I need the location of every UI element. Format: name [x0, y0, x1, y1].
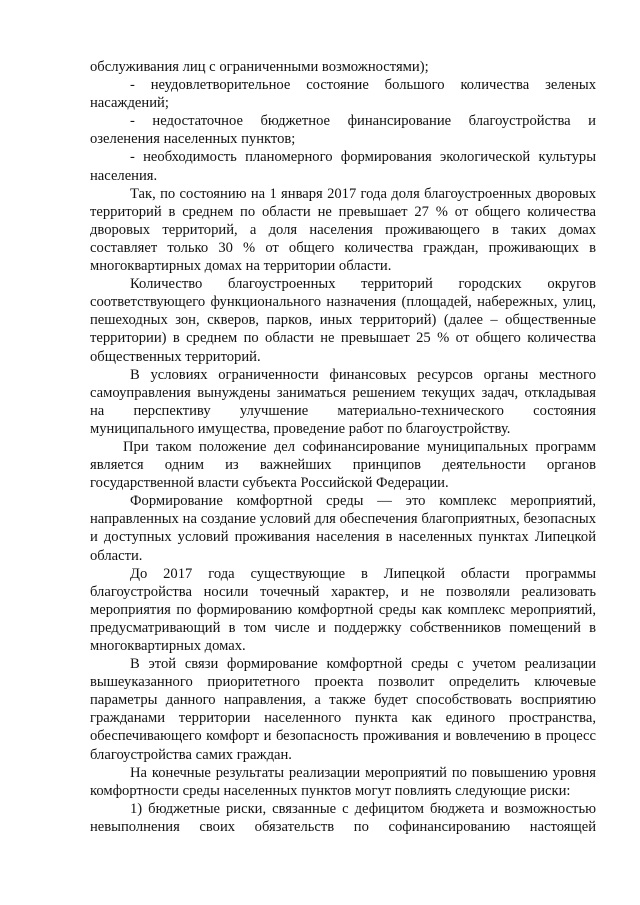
paragraph-priority-project: В этой связи формирование комфортной среды с учетом реализации вышеуказанного приоритетного проекта позволит определить ключевые параметры данного направления, а также будет способствовать восприятию гражданами территории населенного пункта как единого пространства, обеспечивающего комфорт и безопасность проживания и вовлечению в процесс благоустройства самих граждан.	[90, 656, 596, 763]
paragraph-continuation: обслуживания лиц с ограниченными возможностями);	[90, 59, 429, 75]
paragraph-limited-resources: В условиях ограниченности финансовых ресурсов органы местного самоуправления вынуждены заниматься решением текущих задач, откладывая на перспективу улучшение материально-технического состояния муниципального имущества, проведение работ по благоустройству.	[90, 366, 596, 437]
paragraph-public-territories: Количество благоустроенных территорий городских округов соответствующего функционального назначения (площадей, набережных, улиц, пешеходных зон, скверов, парков, иных территорий) (далее – общественные территории) в среднем по области не превышает 25 % от общего количества общественных территорий.	[90, 276, 596, 365]
paragraph-risks-intro: На конечные результаты реализации мероприятий по повышению уровня комфортности среды населенных пунктов могут повлиять следующие риски:	[90, 764, 596, 799]
paragraph-cofinancing: При таком положение дел софинансирование муниципальных программ является одним из важнейших принципов деятельности органов государственной власти субъекта Российской Федерации.	[90, 438, 596, 492]
paragraph-comfortable-environment: Формирование комфортной среды — это комплекс мероприятий, направленных на создание условий для обеспечения благоприятных, безопасных и доступных условий проживания населения в населенных пунктах Липецкой области.	[90, 493, 596, 564]
document-page	[90, 58, 596, 836]
list-item-green-spaces: - неудовлетворительное состояние большого количества зеленых насаждений;	[90, 77, 596, 112]
paragraph-before-2017: До 2017 года существующие в Липецкой области программы благоустройства носили точечный характер, и не позволяли реализовать мероприятия по формированию комфортной среды как комплекс мероприятий, предусматривающий в том числе и поддержку собственников помещений в многоквартирных домах.	[90, 565, 596, 654]
paragraph-budget-risks: 1) бюджетные риски, связанные с дефицитом бюджета и возможностью невыполнения своих обязательств по софинансированию настоящей	[90, 800, 596, 835]
paragraph-yard-territories: Так, по состоянию на 1 января 2017 года доля благоустроенных дворовых территорий в среднем по области не превышает 27 % от общего количества дворовых территорий, а доля населения проживающего в таких домах составляет только 30 % от общего количества граждан, проживающих в многоквартирных домах на территории области.	[90, 185, 596, 275]
list-item-ecological-culture: - необходимость планомерного формирования экологической культуры населения.	[90, 149, 596, 184]
list-item-budget-financing: - недостаточное бюджетное финансирование благоустройства и озеленения населенных пунктов;	[90, 113, 596, 148]
